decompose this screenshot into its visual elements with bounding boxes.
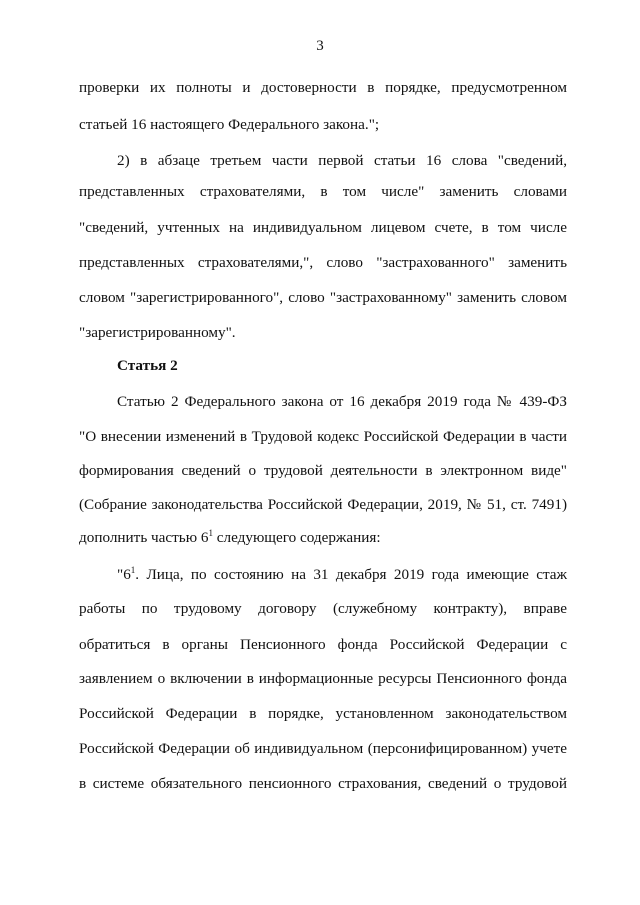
paragraph-3-line-2: "О внесении изменений в Трудовой кодекс Российской Федерации в части bbox=[79, 428, 567, 445]
paragraph-2-line-2: представленных страхователями, в том числе" заменить словами bbox=[79, 183, 567, 200]
paragraph-4-line-7: в системе обязательного пенсионного страхования, сведений о трудовой bbox=[79, 775, 567, 792]
superscript-1: 1 bbox=[208, 528, 213, 538]
page-number: 3 bbox=[316, 38, 324, 54]
paragraph-4-line-1-before: "6 bbox=[117, 566, 131, 583]
paragraph-3-line-5-before: дополнить частью 6 bbox=[79, 529, 209, 546]
paragraph-3-line-3: формирования сведений о трудовой деятельности в электронном виде" bbox=[79, 462, 567, 479]
paragraph-3-line-1: Статью 2 Федерального закона от 16 декабря 2019 года № 439-ФЗ bbox=[117, 393, 567, 410]
paragraph-4-line-3: обратиться в органы Пенсионного фонда Российской Федерации с bbox=[79, 636, 567, 653]
paragraph-1-line-2: статьей 16 настоящего Федерального закона."; bbox=[79, 116, 380, 133]
paragraph-2-line-1: 2) в абзаце третьем части первой статьи 16 слова "сведений, bbox=[117, 152, 567, 169]
paragraph-4-line-1 bbox=[117, 566, 567, 584]
paragraph-3-line-4: (Собрание законодательства Российской Федерации, 2019, № 51, ст. 7491) bbox=[79, 496, 567, 513]
paragraph-4-line-6: Российской Федерации об индивидуальном (персонифицированном) учете bbox=[79, 740, 567, 757]
paragraph-4-line-5: Российской Федерации в порядке, установленном законодательством bbox=[79, 705, 567, 722]
superscript-1: 1 bbox=[130, 565, 136, 575]
paragraph-2-line-4: представленных страхователями,", слово "застрахованного" заменить bbox=[79, 254, 567, 271]
paragraph-1-line-1: проверки их полноты и достоверности в порядке, предусмотренном bbox=[79, 79, 567, 96]
paragraph-2-line-5: словом "зарегистрированного", слово "застрахованному" заменить словом bbox=[79, 289, 567, 306]
paragraph-2-line-3: "сведений, учтенных на индивидуальном лицевом счете, в том числе bbox=[79, 219, 567, 236]
paragraph-4-line-4: заявлением о включении в информационные ресурсы Пенсионного фонда bbox=[79, 670, 567, 687]
paragraph-4-line-2: работы по трудовому договору (служебному контракту), вправе bbox=[79, 600, 567, 617]
paragraph-3-line-5 bbox=[79, 529, 567, 547]
paragraph-2-line-6: "зарегистрированному". bbox=[79, 324, 236, 341]
paragraph-4-line-1-after: . Лица, по состоянию на 31 декабря 2019 года имеющие стаж bbox=[135, 566, 567, 583]
paragraph-3-line-5-after: следующего содержания: bbox=[212, 529, 381, 546]
article-2-heading: Статья 2 bbox=[117, 357, 178, 374]
